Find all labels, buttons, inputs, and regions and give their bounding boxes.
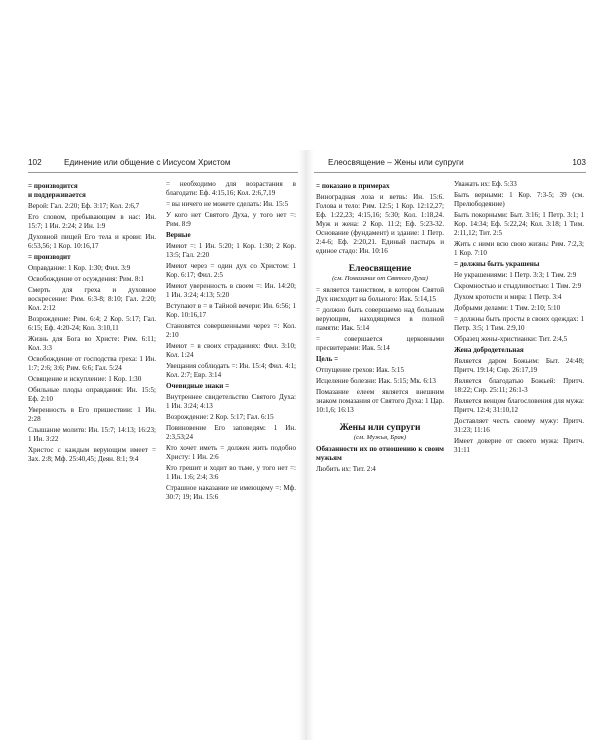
entry: = необходимо для возрастания в благодати: Еф. 4:15,16; Кол. 2:6,7,19 bbox=[166, 180, 296, 197]
entry: Отпущение грехов: Иак. 5:15 bbox=[316, 366, 404, 374]
entry: Имеют = в своих страданиях: Фил. 3:10; Кол. 1:24 bbox=[166, 342, 296, 359]
entry: У кого нет Святого Духа, у того нет =: Рим. 8:9 bbox=[166, 211, 296, 228]
entry: Возрождение: Рим. 6:4; 2 Кор. 5:17; Гал. 6:15; Еф. 4:20-24; Кол. 3:10,11 bbox=[28, 315, 156, 332]
entry: Добрыми делами: 1 Тим. 2:10; 5:10 bbox=[454, 304, 561, 312]
subheading: Верные bbox=[166, 231, 191, 239]
entry: Оправдание: 1 Кор. 1:30; Фил. 3:9 bbox=[28, 264, 131, 272]
entry: Имеют =: 1 Ин. 5:20; 1 Кор. 1:30; 2 Кор. 13:5; Гал. 2:20 bbox=[166, 242, 296, 259]
page-header bbox=[28, 158, 298, 173]
section-heading bbox=[316, 423, 444, 442]
right-page bbox=[314, 158, 586, 728]
entry: = должны быть просты в своих одеждах: 1 Петр. 3:5; 1 Тим. 2:9,10 bbox=[454, 315, 584, 332]
entry: Быть покорными: Быт. 3:16; 1 Петр. 3:1; 1 Кор. 14:34; Еф. 5:22,24; Кол. 3:18; 1 Тим. 2:11,12; Тит. 2:5 bbox=[454, 211, 584, 237]
book-gutter bbox=[298, 150, 314, 740]
entry: Образец жены-христианки: Тит. 2:4,5 bbox=[454, 335, 568, 343]
entry: Уверенность в Его пришествии: 1 Ин. 2:28 bbox=[28, 406, 156, 423]
entry: Освящение и искупление: 1 Кор. 1:30 bbox=[28, 375, 142, 383]
entry: Кто хочет иметь = должен жить подобно Христу: 1 Ин. 2:6 bbox=[166, 444, 296, 461]
entry: Имеют уверенность в своем =: Ин. 14:20; 1 Ин. 3:24; 4:13; 5:20 bbox=[166, 282, 296, 299]
entry: Вступают в = в Тайной вечери: Ин. 6:56; 1 Кор. 10:16,17 bbox=[166, 302, 296, 319]
entry: Духом кротости и мира: 1 Петр. 3:4 bbox=[454, 293, 562, 301]
entry: Освобождение от осуждения: Рим. 8:1 bbox=[28, 275, 144, 283]
subheading: Жена добродетельная bbox=[454, 346, 524, 354]
entry: Имеют через = один дух со Христом: 1 Кор. 6:17; Фил. 2:5 bbox=[166, 262, 296, 279]
entry: Освобождение от господства греха: 1 Ин. 1:7; 2:6; 3:6; Рим. 6:6; Гал. 5:24 bbox=[28, 355, 156, 372]
entry: Имеет доверие от своего мужа: Притч. 31:11 bbox=[454, 437, 584, 454]
subheading: = показано в примерах bbox=[316, 182, 390, 190]
entry: Христос с каждым верующим имеет = Зах. 2:8; Мф. 25:40,45; Деян. 8:1; 9:4 bbox=[28, 446, 156, 463]
subheading: = производится и поддерживается bbox=[28, 182, 86, 199]
entry: Верой: Гал. 2:20; Еф. 3:17; Кол. 2:6,7 bbox=[28, 202, 140, 210]
entry: Жить с ними всю свою жизнь: Рим. 7:2,3; 1 Кор. 7:10 bbox=[454, 240, 584, 257]
entry: Помазание елеем является внешним знаком помазания от Святого Духа: 1 Цар. 10:1,6; 16:13 bbox=[316, 388, 444, 414]
text-column bbox=[454, 180, 584, 457]
section-title: Жены или супруги bbox=[339, 423, 421, 433]
section-cross-reference: (см. Помазание от Святого Духа) bbox=[332, 275, 428, 282]
page-number: 102 bbox=[28, 158, 42, 167]
section-cross-reference: (см. Мужья, Брак) bbox=[353, 434, 407, 441]
entry: Страшное наказание не имеющему =: Мф. 30:7; 19; Ин. 15:6 bbox=[166, 484, 296, 501]
text-column bbox=[316, 180, 444, 476]
entry: = является таинством, в котором Святой Дух нисходит на больного: Иак. 5:14,15 bbox=[316, 286, 444, 303]
running-title: Единение или общение с Иисусом Христом bbox=[64, 158, 231, 167]
text-column bbox=[28, 180, 156, 466]
section-title: Елеосвящение bbox=[348, 264, 412, 274]
entry: Уважать их: Еф. 5:33 bbox=[454, 180, 517, 188]
subheading: Цель = bbox=[316, 355, 339, 363]
entry: Виноградная лоза и ветвь: Ин. 15:6. Голова и тело: Рим. 12:5; 1 Кор. 12:12,27; Еф. 1:22,23; 4:15,16; 5:30; Кол. 1:18,24. Муж и жена: 2 Кор. 11:2; Еф. 5:23-32. Основание (фундамент) и здание: 1 Петр. 2:4-6; Еф. 2:20,21. Единый пастырь и единое стадо: Ин. 10:16 bbox=[316, 193, 444, 255]
entry: Жизнь для Бога во Христе: Рим. 6:11; Кол. 3:3 bbox=[28, 335, 156, 352]
page-header bbox=[314, 158, 586, 173]
left-page bbox=[28, 158, 298, 728]
entry: Кто грешит и ходит во тьме, у того нет =: 1 Ин. 1:6; 2:4; 3:6 bbox=[166, 464, 296, 481]
entry: Быть верными: 1 Кор. 7:3-5; 39 (см. Прелюбодеяние) bbox=[454, 191, 584, 208]
entry: Является благодатью Божьей: Притч. 18:22; Сир. 25:11; 26:1-3 bbox=[454, 377, 584, 394]
entry: Повиновение Его заповедям: 1 Ин. 2:3,53;24 bbox=[166, 424, 296, 441]
entry: Не украшениями: 1 Петр. 3:3; 1 Тим. 2:9 bbox=[454, 271, 577, 279]
entry: Любить их: Тит. 2:4 bbox=[316, 465, 376, 473]
text-column bbox=[166, 180, 296, 504]
entry: Является венцом благословения для мужа: Притч. 12:4; 31:10,12 bbox=[454, 397, 584, 414]
entry: Увещания соблюдать =: Ин. 15:4; Фил. 4:1; Кол. 2:7; Евр. 3:14 bbox=[166, 362, 296, 379]
entry: Возрождение: 2 Кор. 5:17; Гал. 6:15 bbox=[166, 413, 274, 421]
entry: Является даром Божьим: Быт. 24:48; Притч. 19:14; Сир. 26:17,19 bbox=[454, 357, 584, 374]
entry: Его словом, пребывающим в нас: Ин. 15:7; 1 Ин. 2:24; 2 Ин. 1:9 bbox=[28, 213, 156, 230]
entry: Обильные плоды оправдания: Ин. 15:5; Еф. 2:10 bbox=[28, 386, 156, 403]
subheading: = производит bbox=[28, 253, 71, 261]
entry: Смерть для греха и духовное воскресение: Рим. 6:3-8; 8:10; Гал. 2:20; Кол. 2:12 bbox=[28, 286, 156, 312]
entry: Доставляет честь своему мужу: Притч. 31:23; 11:16 bbox=[454, 417, 584, 434]
page-number: 103 bbox=[572, 158, 586, 167]
entry: Исцеление болезни: Иак. 5:15; Мк. 6:13 bbox=[316, 377, 436, 385]
entry: Духовной пищей Его тела и крови: Ин. 6:53,56; 1 Кор. 10:16,17 bbox=[28, 233, 156, 250]
entry: = вы ничего не можете сделать: Ин. 15:5 bbox=[166, 200, 289, 208]
entry: = должно быть совершаемо над больным верующим, находящимся в полной памяти: Иак. 5:14 bbox=[316, 306, 444, 332]
entry: Становятся совершенными через =: Кол. 2:10 bbox=[166, 322, 296, 339]
entry: Внутреннее свидетельство Святого Духа: 1 Ин. 3:24; 4:13 bbox=[166, 393, 296, 410]
entry: Слышание молитв: Ин. 15:7; 14:13; 16:23; 1 Ин. 3:22 bbox=[28, 426, 156, 443]
section-heading bbox=[316, 264, 444, 283]
subheading: = должны быть украшены bbox=[454, 260, 540, 268]
subheading: Очевидные знаки = bbox=[166, 382, 230, 390]
running-title: Елеосвящение – Жены или супруги bbox=[328, 158, 464, 167]
subheading: Обязанности их по отношению к своим мужьям bbox=[316, 445, 444, 462]
entry: Скромностью и стыдливостью: 1 Тим. 2:9 bbox=[454, 282, 582, 290]
entry: = совершается церковными пресвитерами: Иак. 5:14 bbox=[316, 335, 444, 352]
